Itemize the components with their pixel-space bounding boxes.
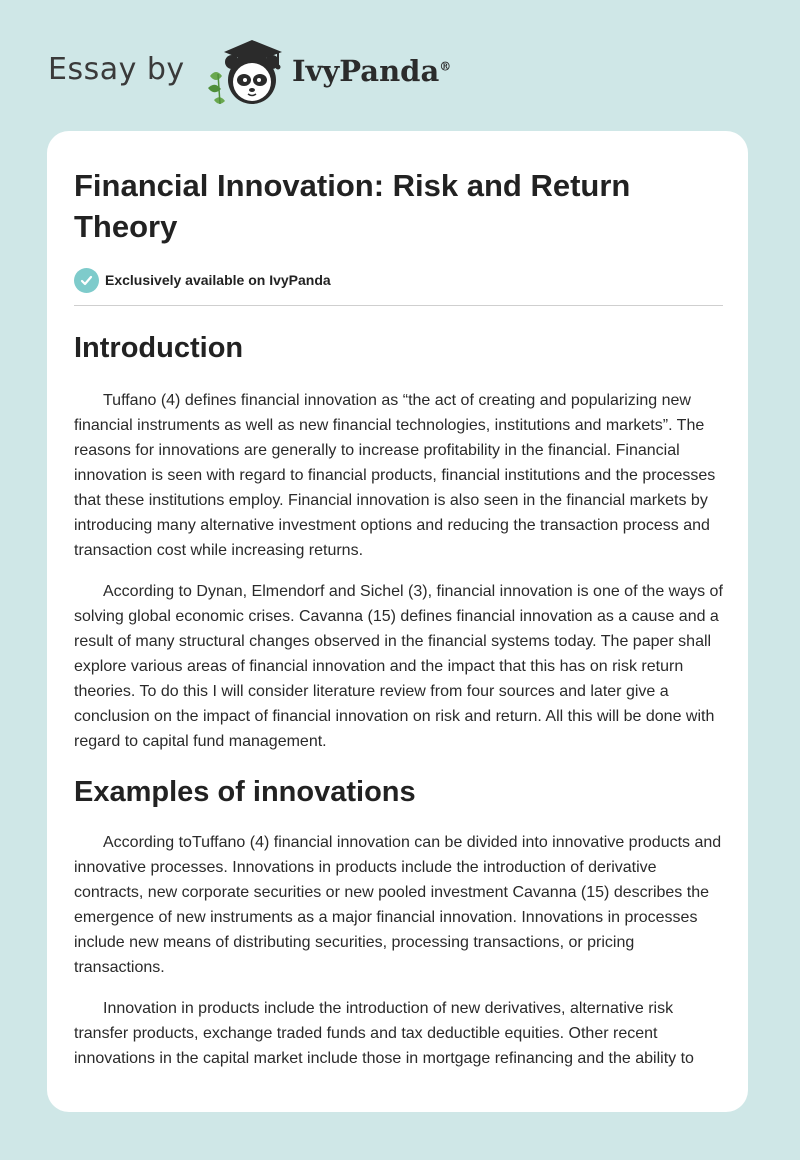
site-header: [48, 30, 648, 110]
essay-card: [47, 131, 748, 1112]
brand-name[interactable]: IvyPanda®: [292, 54, 452, 88]
exclusive-badge-label: Exclusively available on IvyPanda: [105, 272, 331, 288]
section-heading-introduction: Introduction: [74, 332, 244, 364]
paragraph: According to Dynan, Elmendorf and Sichel (3), financial innovation is one of the ways of solving global economic crises. Cavanna (15) defines financial innovation as a cause and a result of many structural changes observed in the financial systems today. The paper shall explore various areas of financial innovation and the impact that this has on risk return theories. To do this I will consider literature review from four sources and later give a conclusion on the impact of financial innovation on risk and return. All this will be done with regard to capital fund management.: [74, 583, 723, 750]
section-heading-examples: Examples of innovations: [74, 776, 416, 808]
panda-logo-icon[interactable]: [204, 36, 290, 108]
registered-mark: ®: [439, 59, 452, 74]
paragraph: According toTuffano (4) financial innovation can be divided into innovative products and innovative processes. Innovations in products include the introduction of derivative contracts, new corporate securities or new pooled investment Cavanna (15) describes the emergence of new instruments as a major financial innovation. Innovations in processes include new means of distributing securities, processing transactions, or pricing transactions.: [74, 834, 722, 976]
page-title: Financial Innovation: Risk and Return Theory: [74, 168, 631, 244]
exclusive-badge: [74, 267, 723, 293]
paragraph: Innovation in products include the introduction of new derivatives, alternative risk transfer products, exchange traded funds and tax deductible equities. Other recent innovations in the capital market include those in mortgage refinancing and the ability to: [74, 1000, 694, 1067]
checkmark-circle-icon: [74, 268, 99, 293]
paragraph: Tuffano (4) defines financial innovation as “the act of creating and popularizing new financial instruments as well as new financial technologies, institutions and markets”. The reasons for innovations are generally to increase profitability in the financial. Financial innovation is seen with regard to financial products, financial institutions and the processes that these institutions employ. Financial innovation is also seen in the financial markets by introducing many alternative investment options and reducing the transaction process and transaction cost while increasing returns.: [74, 392, 716, 559]
essay-by-label: Essay by: [48, 52, 185, 87]
divider: [74, 305, 723, 306]
